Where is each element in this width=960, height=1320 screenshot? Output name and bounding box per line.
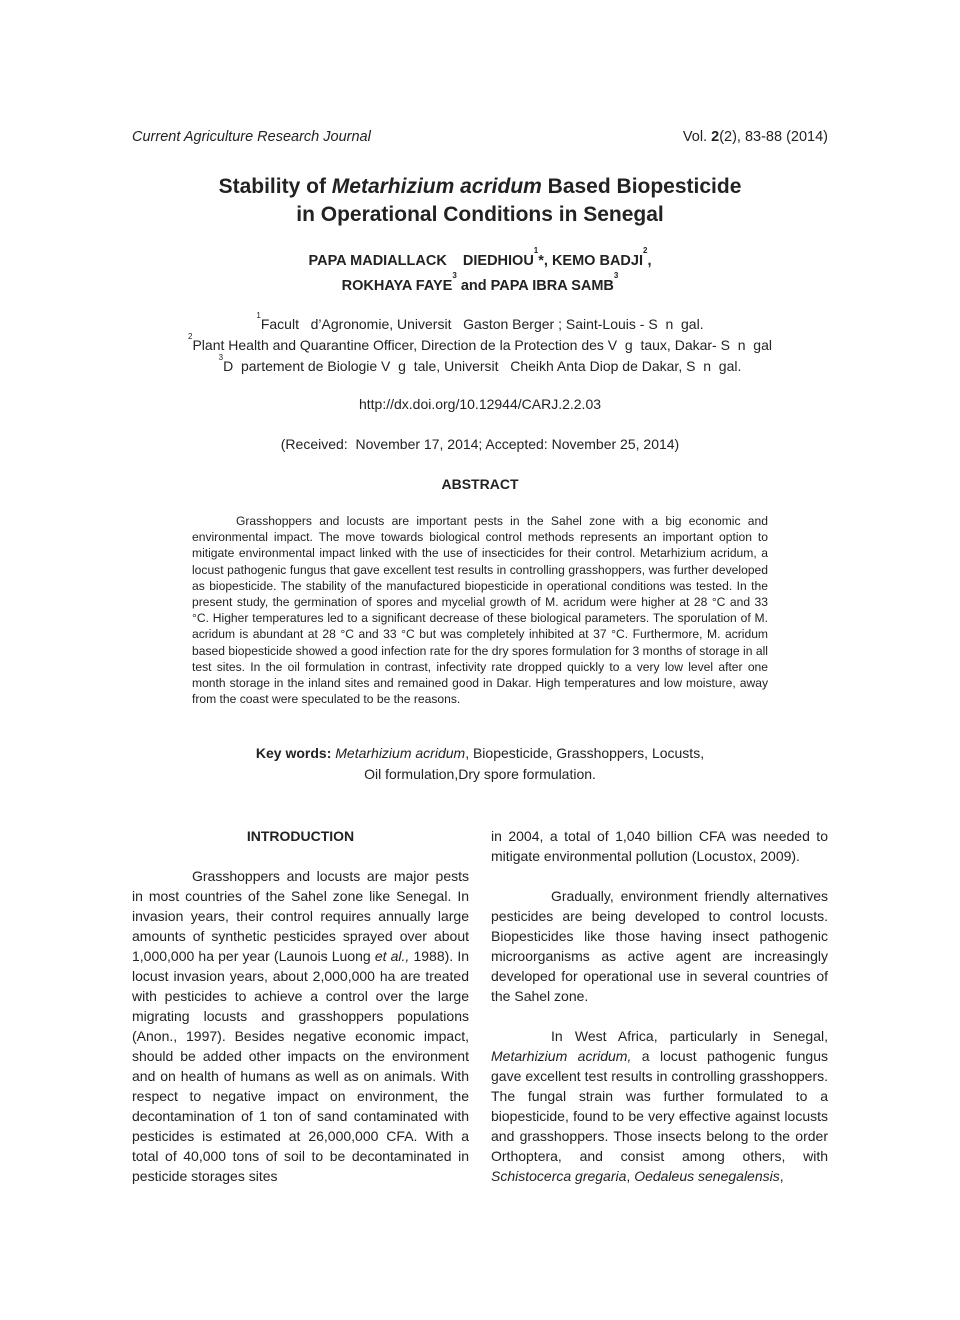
intro-p3-end: , <box>779 1168 784 1184</box>
journal-name: Current Agriculture Research Journal <box>132 129 371 145</box>
author-2: *, KEMO BADJI <box>538 253 643 269</box>
affiliation-1 <box>0 311 960 335</box>
intro-paragraph-2: Gradually, environment friendly alternatives pesticides are being developed to control locusts. Biopesticides like those having insect pathogenic microorganisms as active agent are increasingly developed for operational use in several countries of the Sahel zone. <box>491 888 828 1004</box>
author-4-sup: 3 <box>613 271 619 280</box>
intro-paragraph-3 <box>491 1026 828 1186</box>
intro-p3-species-2: Oedaleus senegalensis <box>634 1168 780 1184</box>
affiliation-2-text: Plant Health and Quarantine Officer, Direction de la Protection des V g taux, Dakar- S n gal <box>192 337 772 353</box>
doi-link[interactable]: http://dx.doi.org/10.12944/CARJ.2.2.03 <box>358 396 602 412</box>
author-comma: , <box>647 253 652 269</box>
intro-paragraph-1-continued: in 2004, a total of 1,040 billion CFA was needed to mitigate environmental pollution (Locustox, 2009). <box>491 828 828 864</box>
intro-paragraph-1 <box>132 866 469 1186</box>
keywords <box>0 743 960 785</box>
affiliation-2-sup: 2 <box>188 332 193 341</box>
affiliation-3 <box>0 353 960 377</box>
keywords-line2: Oil formulation,Dry spore formulation. <box>364 766 596 782</box>
affiliation-1-sup: 1 <box>256 311 261 320</box>
intro-p3-species: Metarhizium acridum, <box>491 1048 632 1064</box>
intro-p1-etal: et al., <box>374 948 410 964</box>
affiliation-3-text: D partement de Biologie V g tale, Universit Cheikh Anta Diop de Dakar, S n gal. <box>223 358 742 374</box>
author-1-sup: 1 <box>533 246 539 255</box>
author-2-sup: 2 <box>643 246 648 255</box>
author-1: PAPA MADIALLACK DIEDHIOU <box>308 253 534 269</box>
author-3: ROKHAYA FAYE <box>341 278 453 294</box>
title-part2: Based Biopesticide <box>541 175 742 198</box>
intro-p1-a: Grasshoppers and locusts are major pests in most countries of the Sahel zone like Senegal. In invasion years, their control requires annually large amounts of synthetic pesticides sprayed over about 1,000,000 ha per year (Launois Luong <box>132 868 469 964</box>
volume-info <box>683 129 828 145</box>
vol-number: 2 <box>711 129 720 145</box>
abstract-heading: ABSTRACT <box>441 476 519 492</box>
affiliations <box>0 311 960 377</box>
intro-p3-b: a locust pathogenic fungus gave excellent test results in controlling grasshoppers. The fungal strain was further formulated to a biopesticide, found to be very effective against locusts and grasshoppers. Those insects belong to the order Orthoptera, and consist among others, with <box>491 1048 828 1164</box>
keywords-rest: , Biopesticide, Grasshoppers, Locusts, <box>465 745 705 761</box>
title-line2: in Operational Conditions in Senegal <box>296 203 664 226</box>
keywords-species: Metarhizium acridum <box>335 745 466 761</box>
received-dates: (Received: November 17, 2014; Accepted: November 25, 2014) <box>280 436 680 452</box>
left-column <box>132 826 469 1186</box>
affiliation-1-text: Facult d’Agronomie, Universit Gaston Berger ; Saint-Louis - S n gal. <box>260 316 704 332</box>
paper-title <box>0 173 960 229</box>
intro-p1-b: 1988). In locust invasion years, about 2,000,000 ha are treated with pesticides to achieve a control over the large migrating locusts and grasshoppers populations (Anon., 1997). Besides negative economic impact, should be added other impacts on the environment and on health of humans as well as on animals. With respect to negative impact on environment, the decontamination of 1 ton of sand contaminated with pesticides is estimated at 26,000,000 CFA. With a total of 40,000 tons of soil to be decontaminated in pesticide storages sites <box>132 948 469 1184</box>
affiliation-3-sup: 3 <box>218 353 224 362</box>
title-species: Metarhizium acridum <box>331 175 542 198</box>
title-part1: Stability of <box>218 175 332 198</box>
author-3-sup: 3 <box>452 271 457 280</box>
vol-suffix: (2), 83-88 (2014) <box>719 129 828 145</box>
intro-p3-sep: , <box>626 1168 635 1184</box>
vol-prefix: Vol. <box>682 129 712 145</box>
author-4: and PAPA IBRA SAMB <box>456 278 614 294</box>
intro-p3-species-1: Schistocerca gregaria <box>491 1168 627 1184</box>
intro-p3-a: In West Africa, particularly in Senegal, <box>551 1028 828 1044</box>
introduction-heading: INTRODUCTION <box>246 828 355 844</box>
right-column <box>491 826 828 1186</box>
affiliation-2 <box>0 332 960 356</box>
abstract-text: Grasshoppers and locusts are important pests in the Sahel zone with a big economic and environmental impact. The move towards biological control methods represents an important option to mitigate environmental impact linked with the use of insecticides for their control. Metarhizium acridum, a locust pathogenic fungus that gave excellent test results in controlling grasshoppers, was further developed as biopesticide. The stability of the manufactured biopesticide in operational conditions was tested. In the present study, the germination of spores and mycelial growth of M. acridum were higher at 28 °C and 33 °C. Higher temperatures led to a significant decrease of these biological parameters. The sporulation of M. acridum is abundant at 28 °C and 33 °C but was completely inhibited at 37 °C. Furthermore, M. acridum based biopesticide showed a good infection rate for the dry spores formulation for 3 months of storage in all test sites. In the oil formulation in contrast, infectivity rate dropped quickly to a very low level after one month storage in the inland sites and remained good in Dakar. High temperatures and low moisture, away from the coast were speculated to be the reasons. <box>192 514 768 707</box>
keywords-label: Key words: <box>255 745 332 761</box>
author-list <box>0 246 960 299</box>
